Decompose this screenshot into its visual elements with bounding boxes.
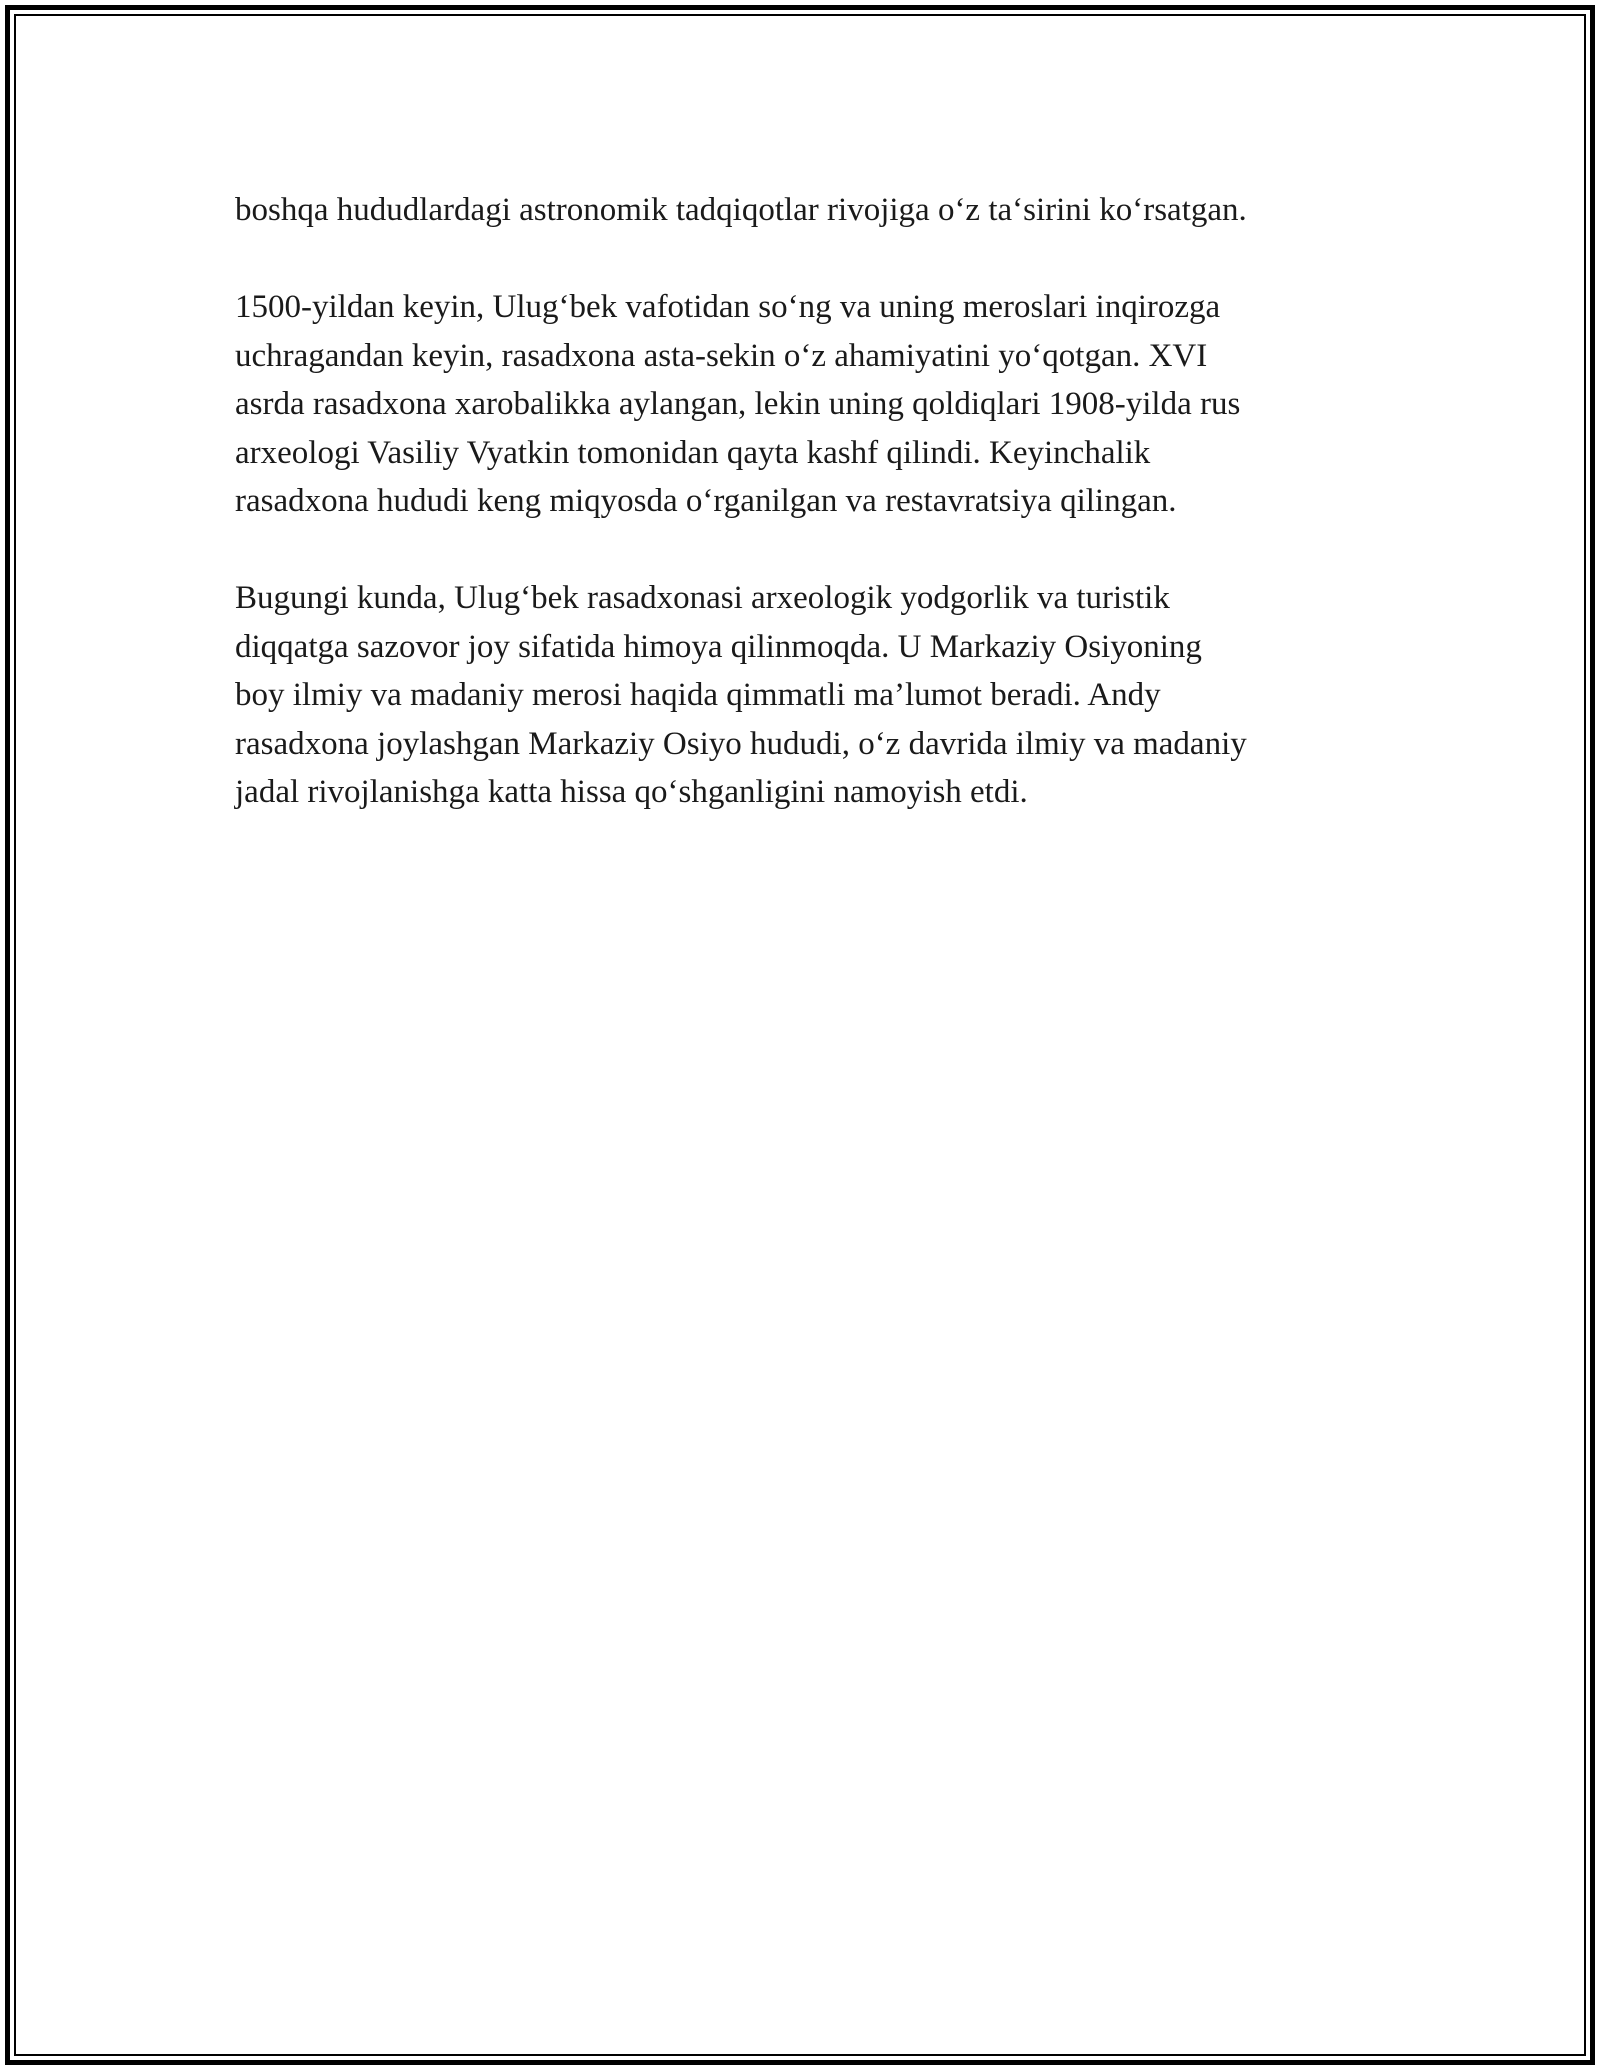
paragraph-observatory-today: Bugungi kunda, Ulug‘bek rasadxonasi arxeologik yodgorlik va turistik diqqatga sazovor joy sifatida himoya qilinmoqda. U Markaziy Osiyoning boy ilmiy va madaniy merosi haqida qimmatli ma’lumot beradi. Andy rasadxona joylashgan Markaziy Osiyo hududi, o‘z davrida ilmiy va madaniy jadal rivojlanishga katta hissa qo‘shganligini namoyish etdi. bbox=[235, 580, 1247, 810]
paragraph-continuation: boshqa hududlardagi astronomik tadqiqotlar rivojiga o‘z ta‘sirini ko‘rsatgan. bbox=[235, 192, 1247, 228]
paragraph-observatory-decline: 1500-yildan keyin, Ulug‘bek vafotidan so‘ng va uning meroslari inqirozga uchragandan keyin, rasadxona asta-sekin o‘z ahamiyatini yo‘qotgan. XVI asrda rasadxona xarobalikka aylangan, lekin uning qoldiqlari 1908-yilda rus arxeologi Vasiliy Vyatkin tomonidan qayta kashf qilindi. Keyinchalik rasadxona hududi keng miqyosda o‘rganilgan va restavratsiya qilingan. bbox=[235, 289, 1241, 519]
document-body bbox=[235, 186, 1385, 865]
